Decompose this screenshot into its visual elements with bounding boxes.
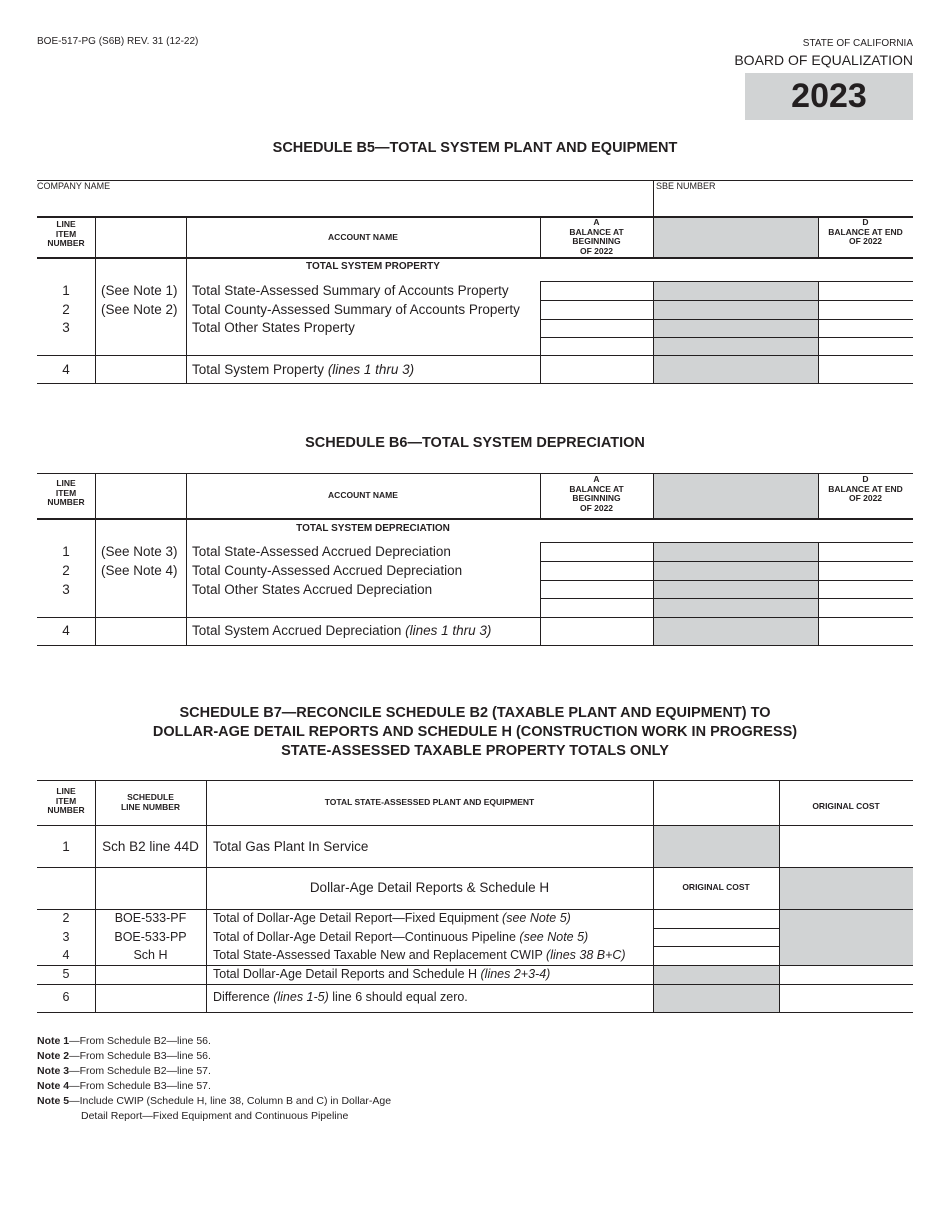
note-3	[37, 1064, 391, 1079]
company-name-field[interactable]	[37, 192, 649, 214]
b5-col-line: LINE ITEM NUMBER	[47, 219, 85, 248]
b6-row2-num: 2	[62, 563, 70, 578]
b6-row4-num: 4	[62, 623, 70, 638]
b7-row6-ref: (lines 1-5)	[273, 990, 329, 1004]
b5-r2-d-input[interactable]	[819, 301, 913, 319]
b7-row6-label	[213, 988, 468, 1007]
b7-row3-name: Total of Dollar-Age Detail Report—Continuous Pipeline	[213, 930, 520, 944]
year-box	[745, 73, 913, 120]
b7-row5-num: 5	[62, 967, 70, 981]
b5-row1-note: (See Note 1)	[101, 283, 178, 298]
note-5-text: —Include CWIP (Schedule H, line 38, Column B and C) in Dollar-Age	[69, 1095, 392, 1107]
b5-row1-name: Total State-Assessed Summary of Accounts Property	[192, 283, 509, 298]
b6-total-label	[192, 621, 491, 640]
state-label: STATE OF CALIFORNIA	[802, 38, 913, 49]
b7-row2-sched: BOE-533-PF	[114, 911, 187, 925]
b5-r1-a-input[interactable]	[541, 282, 653, 300]
b6-r1-a-input[interactable]	[541, 543, 653, 561]
b7-sub-orig: ORIGINAL COST	[682, 882, 750, 892]
sbe-number-label: SBE NUMBER	[656, 181, 716, 191]
b6-r2-a-input[interactable]	[541, 562, 653, 580]
note-1-text: —From Schedule B2—line 56.	[69, 1035, 211, 1047]
note-4-label: Note 4	[37, 1080, 70, 1092]
b7-row1-name: Total Gas Plant In Service	[213, 839, 369, 854]
b7-row2-ref: (see Note 5)	[502, 911, 571, 925]
b5-r4-a-input[interactable]	[541, 356, 653, 383]
form-id: BOE-517-PG (S6B) REV. 31 (12-22)	[37, 36, 199, 47]
b6-col-a: A BALANCE AT BEGINNING OF 2022	[569, 474, 624, 513]
b6-total-name: Total System Accrued Depreciation	[192, 623, 406, 638]
b5-row3-name: Total Other States Property	[192, 320, 355, 335]
b7-row4-name: Total State-Assessed Taxable New and Replacement CWIP	[213, 948, 547, 962]
b5-col-account: ACCOUNT NAME	[328, 232, 398, 242]
b7-r5-orig-input[interactable]	[780, 966, 913, 984]
b7-row3-sched: BOE-533-PP	[114, 930, 187, 944]
b7-row2-label	[213, 909, 571, 928]
note-2	[37, 1049, 391, 1064]
b7-row4-sched: Sch H	[133, 948, 168, 962]
b5-row3-num: 3	[62, 320, 70, 335]
b5-total-name: Total System Property	[192, 362, 328, 377]
b7-row6-name: Difference	[213, 990, 274, 1004]
b7-r1-orig-input[interactable]	[780, 826, 913, 867]
b5-r4-d-input[interactable]	[819, 356, 913, 383]
b7-row1-sched: Sch B2 line 44D	[102, 839, 199, 854]
b6-col-line: LINE ITEM NUMBER	[47, 478, 85, 507]
b7-col-sched: SCHEDULE LINE NUMBER	[120, 792, 181, 812]
b5-row1-num: 1	[62, 283, 70, 298]
b6-r1-d-input[interactable]	[819, 543, 913, 561]
b7-row6-tail: line 6 should equal zero.	[328, 990, 468, 1004]
b7-row4-ref: (lines 38 B+C)	[546, 948, 626, 962]
b5-r3-a-input[interactable]	[541, 320, 653, 337]
b6-total-ref: (lines 1 thru 3)	[405, 623, 492, 638]
b7-row4-label	[213, 946, 626, 965]
note-3-label: Note 3	[37, 1065, 70, 1077]
b7-title-2: DOLLAR-AGE DETAIL REPORTS AND SCHEDULE H (CONSTRUCTION WORK IN PROGRESS)	[152, 724, 798, 740]
b7-row5-name: Total Dollar-Age Detail Reports and Schedule H	[213, 967, 481, 981]
b7-title-3: STATE-ASSESSED TAXABLE PROPERTY TOTALS ONLY	[281, 743, 669, 759]
b5-r1-d-input[interactable]	[819, 282, 913, 300]
b6-row3-num: 3	[62, 582, 70, 597]
note-2-label: Note 2	[37, 1050, 70, 1062]
b7-r4-orig-input[interactable]	[654, 947, 779, 965]
b7-r6-orig-input[interactable]	[780, 985, 913, 1012]
b5-row2-name: Total County-Assessed Summary of Accounts Property	[192, 302, 520, 317]
b5-r3-d-input[interactable]	[819, 320, 913, 337]
b7-row6-num: 6	[62, 990, 70, 1004]
b6-col-account: ACCOUNT NAME	[328, 490, 398, 500]
b5-title: SCHEDULE B5—TOTAL SYSTEM PLANT AND EQUIPMENT	[272, 140, 678, 156]
b7-row5-label	[213, 965, 550, 984]
b6-row1-note: (See Note 3)	[101, 544, 178, 559]
b6-r4-d-input[interactable]	[819, 618, 913, 645]
b7-row5-ref: (lines 2+3-4)	[480, 967, 551, 981]
b7-row1-num: 1	[62, 839, 70, 854]
note-2-text: —From Schedule B3—line 56.	[69, 1050, 211, 1062]
notes	[37, 1034, 391, 1124]
b5-col-d: D BALANCE AT END OF 2022	[828, 217, 903, 246]
b7-col-orig: ORIGINAL COST	[812, 801, 880, 811]
b6-section: TOTAL SYSTEM DEPRECIATION	[296, 523, 450, 534]
board-label: BOARD OF EQUALIZATION	[734, 52, 913, 68]
note-5	[37, 1094, 391, 1109]
b6-row1-name: Total State-Assessed Accrued Depreciation	[192, 544, 451, 559]
b7-r3-orig-input[interactable]	[654, 929, 779, 946]
note-1-label: Note 1	[37, 1035, 70, 1047]
note-5-cont: Detail Report—Fixed Equipment and Continuous Pipeline	[81, 1110, 349, 1122]
b7-row3-ref: (see Note 5)	[519, 930, 589, 944]
note-4	[37, 1079, 391, 1094]
b7-r2-orig-input[interactable]	[654, 910, 779, 928]
b5-section: TOTAL SYSTEM PROPERTY	[306, 261, 440, 272]
note-5-label: Note 5	[37, 1095, 70, 1107]
b6-r3-a-input[interactable]	[541, 581, 653, 598]
b7-row3-label	[213, 928, 588, 947]
b6-col-d: D BALANCE AT END OF 2022	[828, 474, 903, 503]
b6-r2-d-input[interactable]	[819, 562, 913, 580]
b6-r3-d-input[interactable]	[819, 581, 913, 598]
b5-r2-a-input[interactable]	[541, 301, 653, 319]
b7-row2-num: 2	[62, 911, 70, 925]
b5-row4-num: 4	[62, 362, 70, 377]
note-1	[37, 1034, 391, 1049]
b6-row3-name: Total Other States Accrued Depreciation	[192, 582, 433, 597]
b5-col-a: A BALANCE AT BEGINNING OF 2022	[569, 217, 624, 256]
b6-r4-a-input[interactable]	[541, 618, 653, 645]
year: 2023	[791, 77, 867, 115]
sbe-number-field[interactable]	[656, 192, 911, 214]
b7-row2-name: Total of Dollar-Age Detail Report—Fixed Equipment	[213, 911, 503, 925]
b6-row2-name: Total County-Assessed Accrued Depreciation	[192, 563, 463, 578]
b6-title: SCHEDULE B6—TOTAL SYSTEM DEPRECIATION	[305, 435, 645, 451]
b7-row4-num: 4	[62, 948, 70, 962]
b5-row2-num: 2	[62, 302, 70, 317]
b7-col-line: LINE ITEM NUMBER	[47, 786, 85, 815]
b5-total-ref: (lines 1 thru 3)	[327, 362, 415, 377]
b7-title-1: SCHEDULE B7—RECONCILE SCHEDULE B2 (TAXABLE PLANT AND EQUIPMENT) TO	[179, 705, 771, 721]
b7-col-total: TOTAL STATE-ASSESSED PLANT AND EQUIPMENT	[324, 797, 535, 807]
note-3-text: —From Schedule B2—line 57.	[69, 1065, 211, 1077]
company-name-label: COMPANY NAME	[37, 181, 111, 191]
b7-sub-header: Dollar-Age Detail Reports & Schedule H	[309, 880, 550, 895]
b5-row2-note: (See Note 2)	[101, 302, 178, 317]
b5-total-label	[192, 360, 414, 379]
b6-row1-num: 1	[62, 544, 70, 559]
b7-row3-num: 3	[62, 930, 70, 944]
b6-row2-note: (See Note 4)	[101, 563, 178, 578]
note-4-text: —From Schedule B3—line 57.	[69, 1080, 211, 1092]
